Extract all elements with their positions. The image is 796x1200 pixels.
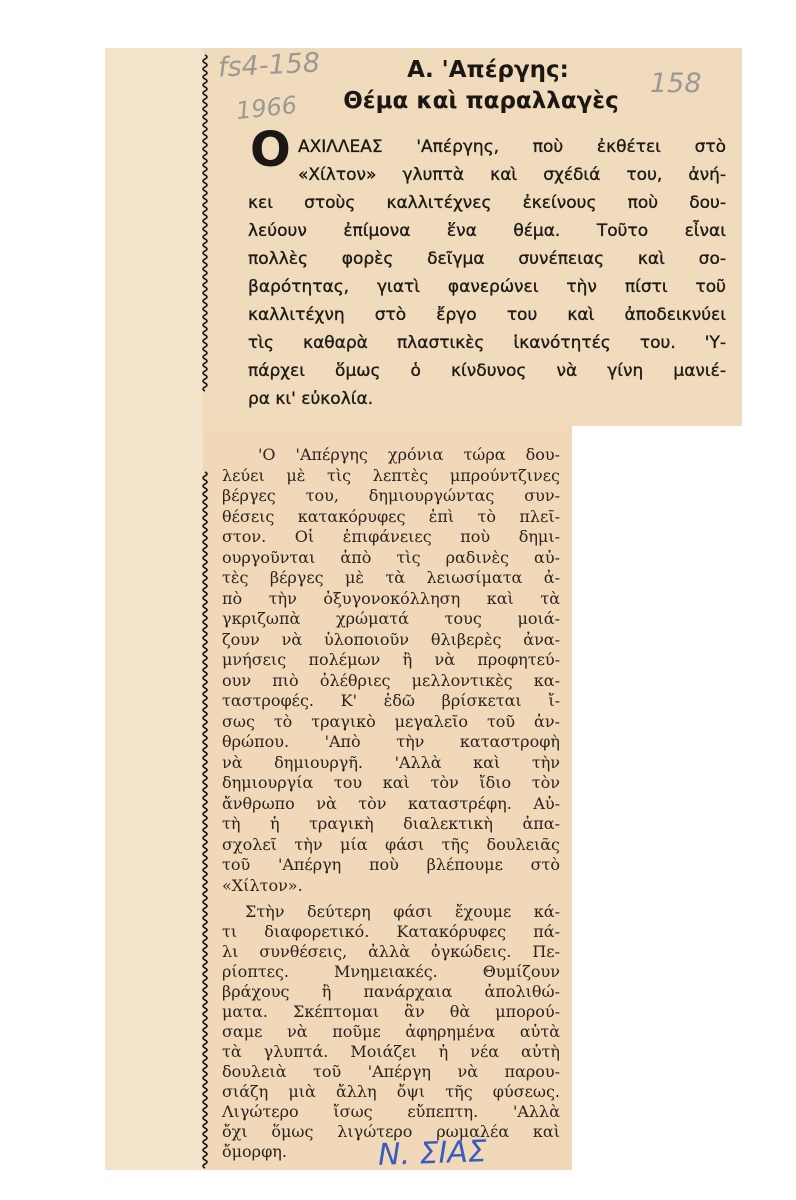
text-line: στον. Οἱ ἐπιφάνειες ποὺ δημι- [222, 527, 560, 546]
archive-code-annotation: fs4-158 [217, 47, 321, 84]
text-line: ζουν νὰ ὑλοποιοῦν θλιβερὲς ἀνα- [222, 629, 560, 649]
text-line: ρα κι' εὐκολία. [248, 389, 374, 409]
text-line: δουλειὰ τοῦ 'Απέργη νὰ παρου- [222, 1062, 560, 1081]
text-line: γκριζωπὰ χρώματά τους μοιά- [222, 609, 560, 628]
text-line: ὄχι ὅμως λιγώτερο ρωμαλέα καὶ [222, 1122, 560, 1141]
text-line: σαμε νὰ ποῦμε ἀφηρημένα αὐτὰ [222, 1022, 560, 1041]
drop-cap: Ο [250, 122, 291, 178]
text-line: ουργοῦνται ἀπὸ τὶς ραδινὲς αὐ- [222, 547, 560, 567]
text-line: θρώπου. 'Απὸ τὴν καταστροφὴ [222, 732, 560, 751]
clipping-margin-strip [105, 48, 203, 1170]
text-line: κει στοὺς καλλιτέχνες ἐκείνους ποὺ δου- [248, 193, 726, 213]
text-line: νὰ δημιουργῆ. 'Αλλὰ καὶ τὴν [222, 752, 560, 772]
text-line: ἄνθρωπο νὰ τὸν καταστρέφη. Αὐ- [222, 793, 560, 813]
text-line: λεύει μὲ τὶς λεπτὲς μπρούντζινες [222, 465, 560, 485]
text-line: λεύουν ἐπίμονα ἕνα θέμα. Τοῦτο εἶναι [248, 221, 726, 241]
text-line: ματα. Σκέπτομαι ἂν θὰ μπορού- [222, 1002, 560, 1021]
text-line: Στὴν δεύτερη φάσι ἔχουμε κά- [245, 902, 560, 921]
text-line: 'Ο 'Απέργης χρόνια τώρα δου- [258, 445, 560, 464]
headline-author: Α. 'Απέργης: [407, 57, 569, 83]
year-annotation: 1966 [234, 90, 299, 126]
text-line: βαρότητας, γιατὶ φανερώνει τὴν πίστι τοῦ [248, 277, 726, 297]
text-line: πὸ τὴν ὀξυγονοκόλληση καὶ τὰ [222, 588, 560, 608]
text-line: τὴ ἡ τραγικὴ διαλεκτικὴ ἀπα- [222, 814, 560, 833]
text-line: ταστροφές. Κ' ἐδῶ βρίσκεται ἴ- [222, 691, 560, 710]
text-line: «Χίλτον». [222, 875, 303, 895]
text-line: πάρχει ὅμως ὁ κίνδυνος νὰ γίνη μανιέ- [248, 361, 726, 381]
headline-title: Θέμα καὶ παραλλαγὲς [343, 88, 619, 114]
text-line: ΑΧΙΛΛΕΑΣ 'Απέργης, ποὺ ἐκθέτει στὸ [298, 137, 726, 157]
text-line: τὲς βέργες μὲ τὰ λειωσίματα ἀ- [222, 568, 560, 587]
text-line: τι διαφορετικό. Κατακόρυφες πά- [222, 922, 560, 941]
text-line: θέσεις κατακόρυφες ἐπὶ τὸ πλεῖ- [222, 506, 560, 526]
text-line: τὶς καθαρὰ πλαστικὲς ἱκανότητές του. 'Υ- [248, 333, 726, 353]
text-line: τοῦ 'Απέργη ποὺ βλέπουμε στὸ [222, 855, 560, 874]
text-line: σχολεῖ τὴν μία φάσι τῆς δουλειᾶς [222, 834, 560, 854]
text-line: βράχους ἢ πανάρχαια ἀπολιθώ- [222, 982, 560, 1001]
text-line: δημιουργία του καὶ τὸν ἴδιο τὸν [222, 773, 560, 792]
signature-annotation: N. ΣΙΑΣ [377, 1134, 488, 1173]
text-line: σιάζη μιὰ ἄλλη ὄψι τῆς φύσεως. [222, 1082, 560, 1101]
text-line: καλλιτέχνη στὸ ἔργο του καὶ ἀποδεικνύει [248, 305, 726, 325]
text-line: ρίοπτες. Μνημειακές. Θυμίζουν [222, 962, 560, 981]
text-line: «Χίλτον» γλυπτὰ καὶ σχέδιά του, ἀνή- [298, 165, 726, 185]
page-number-annotation: 158 [650, 68, 702, 99]
text-line: μνήσεις πολέμων ἢ νὰ προφητεύ- [222, 650, 560, 669]
text-line: ουν πιὸ ὀλέθριες μελλοντικὲς κα- [222, 670, 560, 690]
text-line: τὰ γλυπτά. Μοιάζει ἡ νέα αὐτὴ [222, 1042, 560, 1061]
text-line: ὄμορφη. [222, 1142, 287, 1161]
text-line: λι συνθέσεις, ἀλλὰ ὀγκώδεις. Πε- [222, 942, 560, 961]
text-line: πολλὲς φορὲς δεῖγμα συνέπειας καὶ σο- [248, 249, 726, 269]
text-line: Λιγώτερο ἴσως εὔπεπτη. 'Αλλὰ [222, 1102, 560, 1121]
text-line: σως τὸ τραγικὸ μεγαλεῖο τοῦ ἀν- [222, 711, 560, 731]
text-line: βέργες του, δημιουργώντας συν- [222, 486, 560, 505]
